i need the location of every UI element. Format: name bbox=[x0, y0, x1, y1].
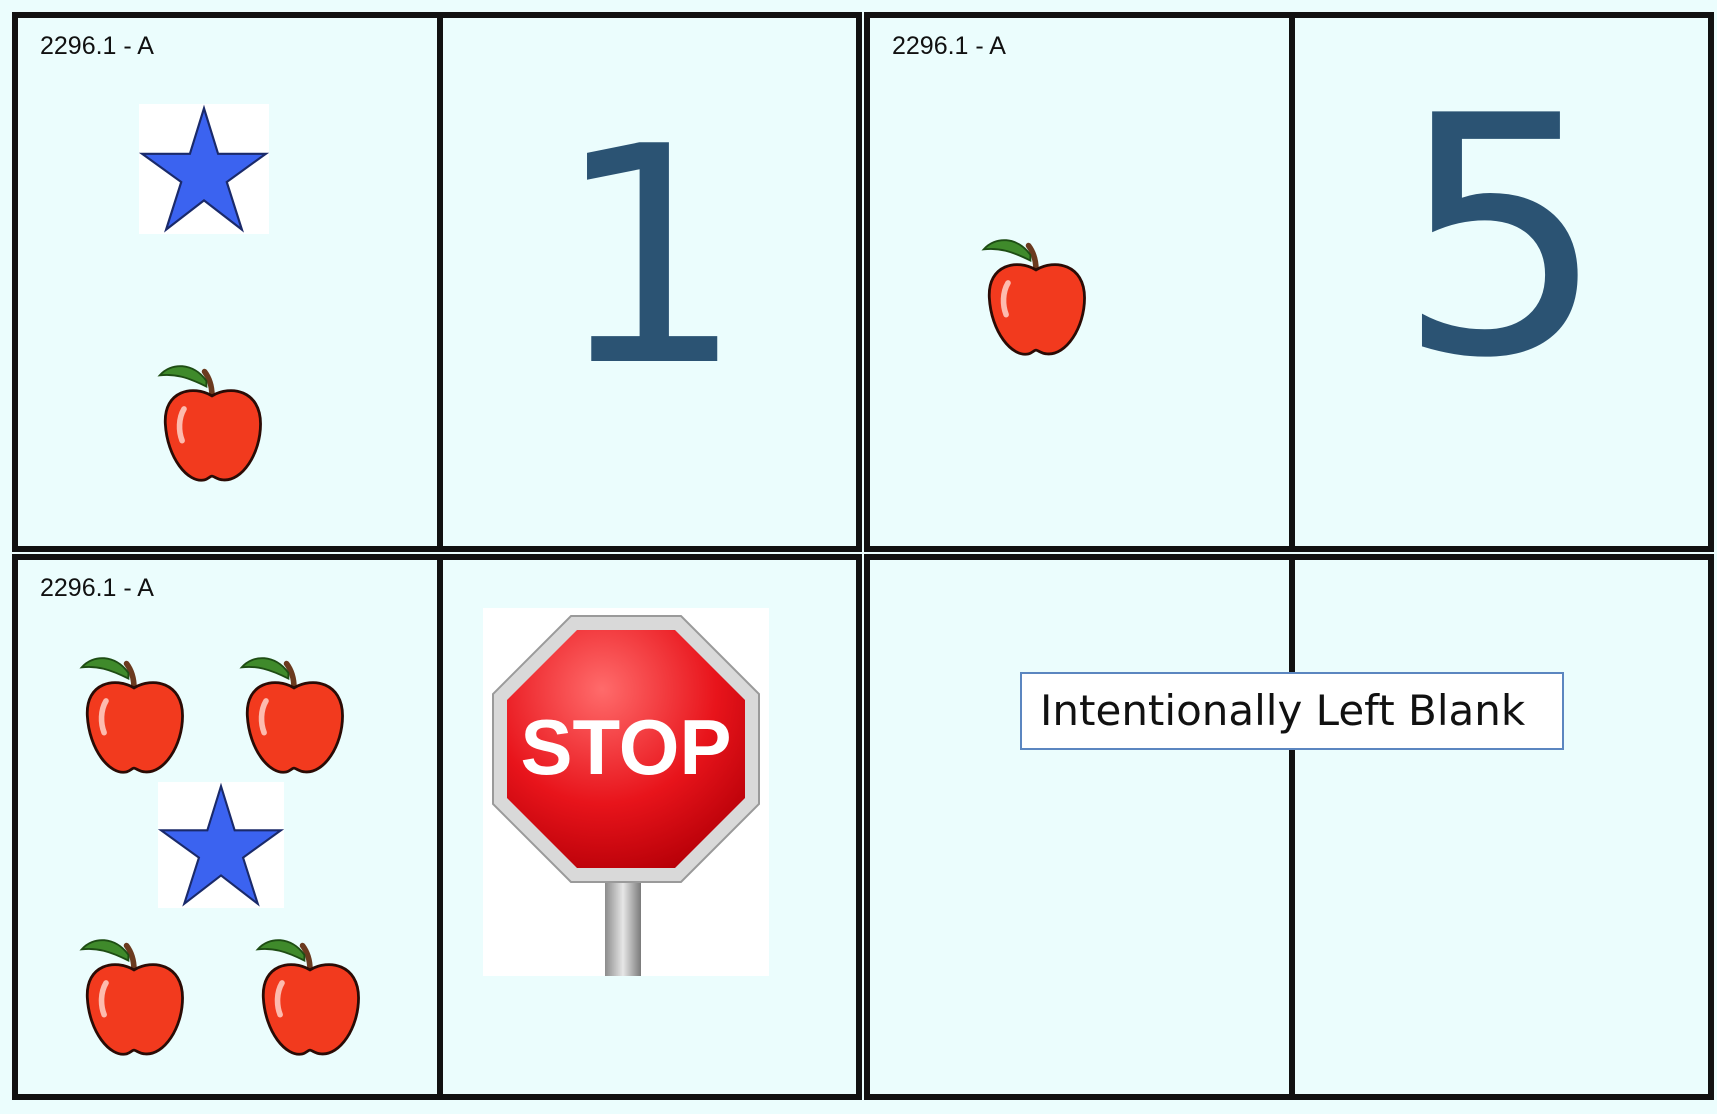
flash-card-4 bbox=[864, 554, 1714, 1100]
card-3-picture-side bbox=[437, 560, 856, 1094]
card-2-symbol-side bbox=[870, 18, 1289, 546]
card-code-label: 2296.1 - A bbox=[40, 32, 154, 60]
card-1-symbol-side bbox=[18, 18, 437, 546]
apple-icon bbox=[980, 230, 1092, 362]
apple-icon bbox=[78, 930, 190, 1062]
apple-icon bbox=[156, 356, 268, 488]
card-code-label: 2296.1 - A bbox=[892, 32, 1006, 60]
star-icon bbox=[158, 782, 284, 908]
card-4-left-side bbox=[870, 560, 1289, 1094]
intentionally-blank-label: Intentionally Left Blank bbox=[1020, 672, 1564, 750]
number-digit: 5 bbox=[1396, 46, 1607, 430]
stop-sign-icon bbox=[483, 608, 769, 976]
star-icon bbox=[139, 104, 269, 234]
flash-card-2 bbox=[864, 12, 1714, 552]
card-4-right-side bbox=[1289, 560, 1708, 1094]
card-2-number-side bbox=[1289, 18, 1708, 546]
number-digit: 1 bbox=[554, 83, 745, 432]
apple-icon bbox=[254, 930, 366, 1062]
card-code-label: 2296.1 - A bbox=[40, 574, 154, 602]
apple-icon bbox=[78, 648, 190, 780]
flash-card-1 bbox=[12, 12, 862, 552]
apple-icon bbox=[238, 648, 350, 780]
flash-card-3 bbox=[12, 554, 862, 1100]
card-1-number-side bbox=[437, 18, 856, 546]
stop-sign-text: STOP bbox=[520, 703, 732, 791]
card-3-symbol-side bbox=[18, 560, 437, 1094]
